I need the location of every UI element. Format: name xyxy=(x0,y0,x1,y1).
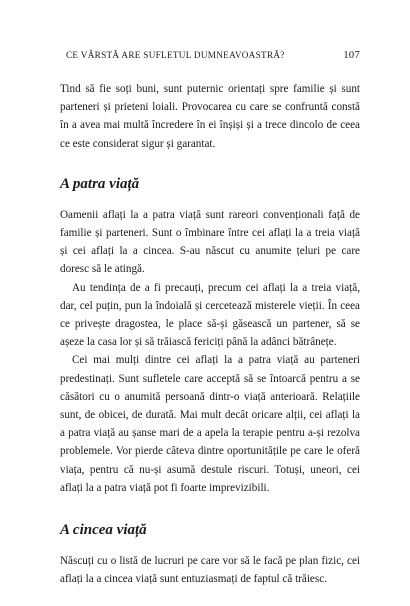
section-heading-fifth-life: A cincea viață xyxy=(60,522,147,539)
fourth-life-paragraph-1: Oamenii aflați la a patra viață sunt rareori convenționali față de familie și parteneri. Sunt o îmbinare între cei aflați la a treia viață și cei aflați la a cincea. S-au născut cu anumite țeluri pe care doresc să le atingă. xyxy=(60,208,360,276)
fourth-life-paragraph-3: Cei mai mulți dintre cei aflați la a patra viață au parteneri predestinați. Sunt sufletele care acceptă să se întoarcă pentru a se căsători cu o anumită persoană dintr-o viață anterioară. Relațiile sunt, de obicei, de durată. Mai mult decât oricare alții, cei aflați la a patra viață au șanse mari de a apela la terapie pentru a-și rezolva problemele. Vor pierde câteva dintre oportunitățile pe care le oferă viața, pentru că nu-și asumă destule riscuri. Totuși, uneori, cei aflați la a patra viață pot fi foarte imprevizibili. xyxy=(60,354,360,494)
fifth-life-paragraph-1: Născuți cu o listă de lucruri pe care vor să le facă pe plan fizic, cei aflați la a cincea viață sunt entuziasmați de faptul că trăiesc. xyxy=(60,555,360,586)
page-number: 107 xyxy=(343,50,360,61)
section-heading-fourth-life: A patra viață xyxy=(60,175,140,192)
fourth-life-paragraph-2: Au tendința de a fi precauți, precum cei aflați la a treia viață, dar, cel puțin, pun la îndoială și cercetează misterele vieții. În ceea ce privește dragostea, le place să-și găsească un partener, să se așeze la casa lor și să trăiască fericiți până la adânci bătrânețe. xyxy=(60,281,360,349)
intro-paragraph: Tind să fie soți buni, sunt puternic orientați spre familie și sunt parteneri și prieteni loiali. Provocarea cu care se confruntă constă în a avea mai multă încredere în ei înșiși și a trece dincolo de ceea ce este considerat sigur și garantat. xyxy=(60,83,360,150)
book-page xyxy=(60,50,360,588)
running-header xyxy=(60,50,360,66)
running-title: CE VÂRSTĂ ARE SUFLETUL DUMNEAVOASTRĂ? xyxy=(66,50,285,60)
